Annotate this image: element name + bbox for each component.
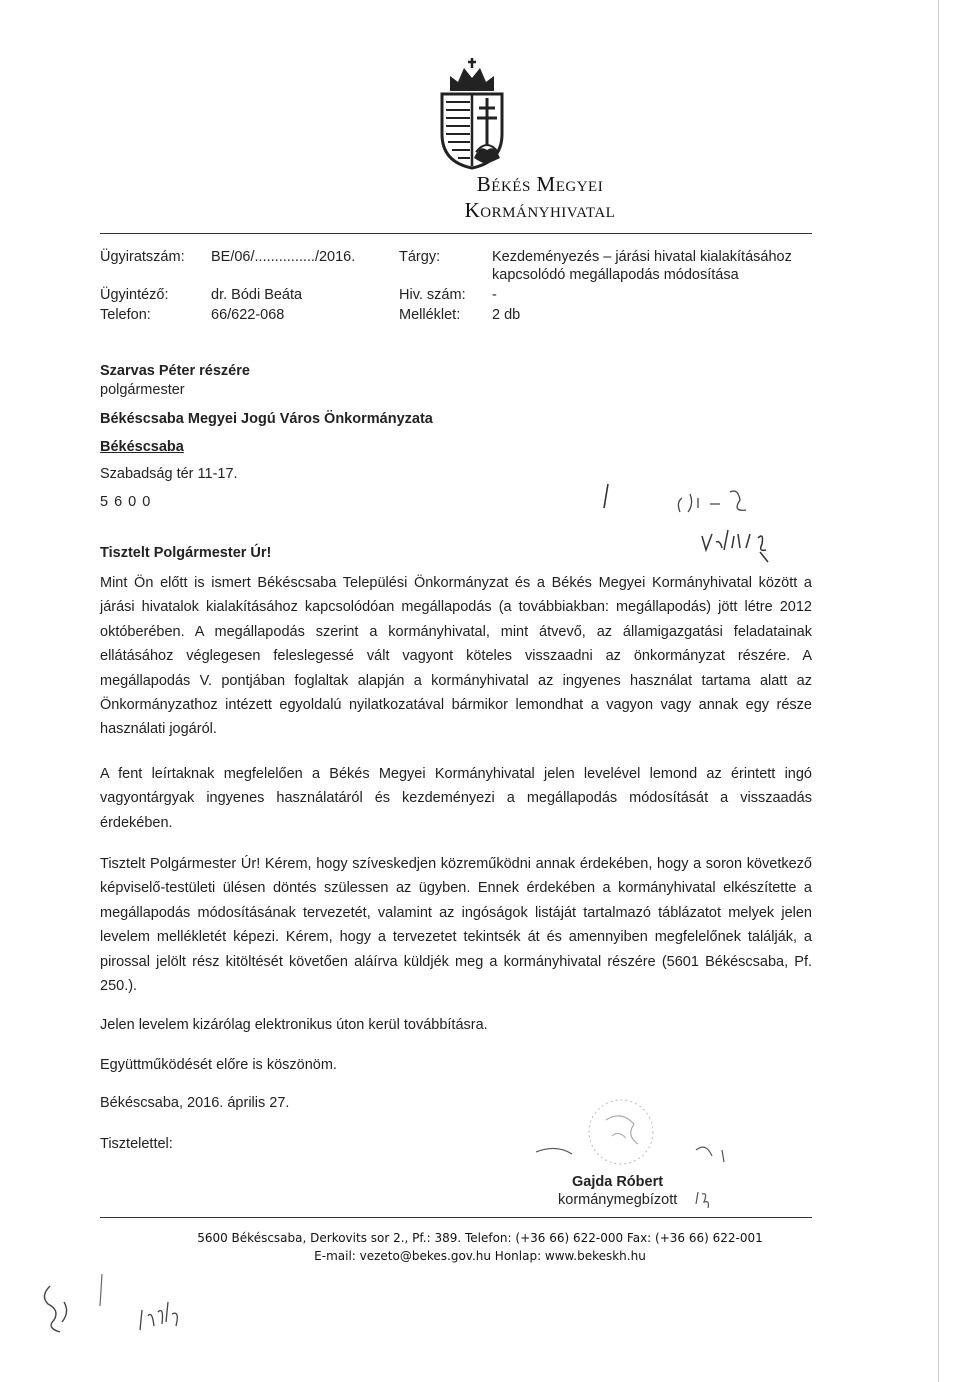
addressee-title: polgármester xyxy=(100,382,185,398)
case-number-label: Ügyiratszám: xyxy=(100,249,185,265)
org-name-text-2: Kormányhivatal xyxy=(464,198,616,222)
footer-contact: E-mail: vezeto@bekes.gov.hu Honlap: www.bekeskh.hu xyxy=(314,1249,646,1263)
handwritten-initial xyxy=(694,1188,718,1210)
addressee-organization: Békéscsaba Megyei Jogú Város Önkormányzata xyxy=(100,411,433,427)
body-paragraph-5: Együttműködését előre is köszönöm. xyxy=(100,1057,337,1073)
addressee-zip: 5 6 0 0 xyxy=(100,494,152,510)
handler-value: dr. Bódi Beáta xyxy=(211,287,303,303)
addressee-city: Békéscsaba xyxy=(100,439,184,455)
addressee-name: Szarvas Péter részére xyxy=(100,363,250,379)
header-divider xyxy=(100,233,812,234)
ref-number-label: Hiv. szám: xyxy=(399,287,466,303)
organization-name-line2 xyxy=(60,198,960,223)
signer-role: kormánymegbízott xyxy=(558,1192,678,1208)
phone-value: 66/622-068 xyxy=(211,307,285,323)
organization-name-line1 xyxy=(60,172,960,197)
handler-label: Ügyintéző: xyxy=(100,287,169,303)
subject-line-2: kapcsolódó megállapodás módosítása xyxy=(492,267,739,283)
signer-name: Gajda Róbert xyxy=(572,1174,664,1190)
coat-of-arms-icon xyxy=(436,58,508,170)
body-paragraph-1: Mint Ön előtt is ismert Békéscsaba Települési Önkormányzat és a Békés Megyei Kormányhivatal között a járási hivatalok kialakításához kapcsolódóan megállapodás (a továbbiakban: megállapodás) jött létre 2012 októberében. A megállapodás szerint a kormányhivatal, mint átvevő, az államigazgatási feladatainak ellátásához véglegesen feleslegessé vált vagyont köteles visszaadni az önkormányzat részére. A megállapodás V. pontjában foglaltak alapján a kormányhivatal az ingyenes használat tartama alatt az Önkormányzathoz intézett egyoldalú nyilatkozatával bármikor lemondhat a vagyon vagy annak egy része használati jogáról. xyxy=(100,575,812,738)
body-paragraph-2: A fent leírtaknak megfelelően a Békés Megyei Kormányhivatal jelen levelével lemond az érintett ingó vagyontárgyak ingyenes használatáról és kezdeményezi a megállapodás módosítását a visszaadás érdekében. xyxy=(100,766,812,831)
subject-label: Tárgy: xyxy=(399,249,441,265)
footer-address: 5600 Békéscsaba, Derkovits sor 2., Pf.: 389. Telefon: (+36 66) 622-000 Fax: (+36 66) 622-001 xyxy=(197,1231,763,1245)
footer-divider xyxy=(100,1217,812,1218)
ref-number-value: - xyxy=(492,287,497,303)
addressee-street: Szabadság tér 11-17. xyxy=(100,466,238,482)
phone-label: Telefon: xyxy=(100,307,151,323)
closing-text: Tisztelettel: xyxy=(100,1136,173,1152)
handwritten-filing-mark xyxy=(30,1266,210,1362)
subject-line-1: Kezdeményezés – járási hivatal kialakításához xyxy=(492,249,792,265)
body-paragraph-4: Jelen levelem kizárólag elektronikus úton kerül továbbításra. xyxy=(100,1017,488,1033)
attachment-label: Melléklet: xyxy=(399,307,461,323)
body-paragraph-3: Tisztelt Polgármester Úr! Kérem, hogy szíveskedjen közreműködni annak érdekében, hogy a soron következő képviselő-testületi ülésen döntés szülessen az ügyben. Ennek érdekében a kormányhivatal elkészítette a megállapodás módosításának tervezetét, valamint az ingóságok listáját tartalmazó táblázatot melyek jelen levelem mellékletét képezi. Kérem, hogy a tervezetet tekintsék át és amennyiben megfelelőnek találják, a pirossal jelölt rész kitöltését követően aláírva küldjék meg a kormányhivatal részére (5601 Békéscsaba, Pf. 250.). xyxy=(100,856,812,995)
date-line: Békéscsaba, 2016. április 27. xyxy=(100,1095,290,1111)
org-name-text-1: Békés Megyei xyxy=(476,172,604,196)
case-number-value: BE/06/.............../2016. xyxy=(211,249,356,265)
attachment-value: 2 db xyxy=(492,307,521,323)
salutation: Tisztelt Polgármester Úr! xyxy=(100,545,272,561)
